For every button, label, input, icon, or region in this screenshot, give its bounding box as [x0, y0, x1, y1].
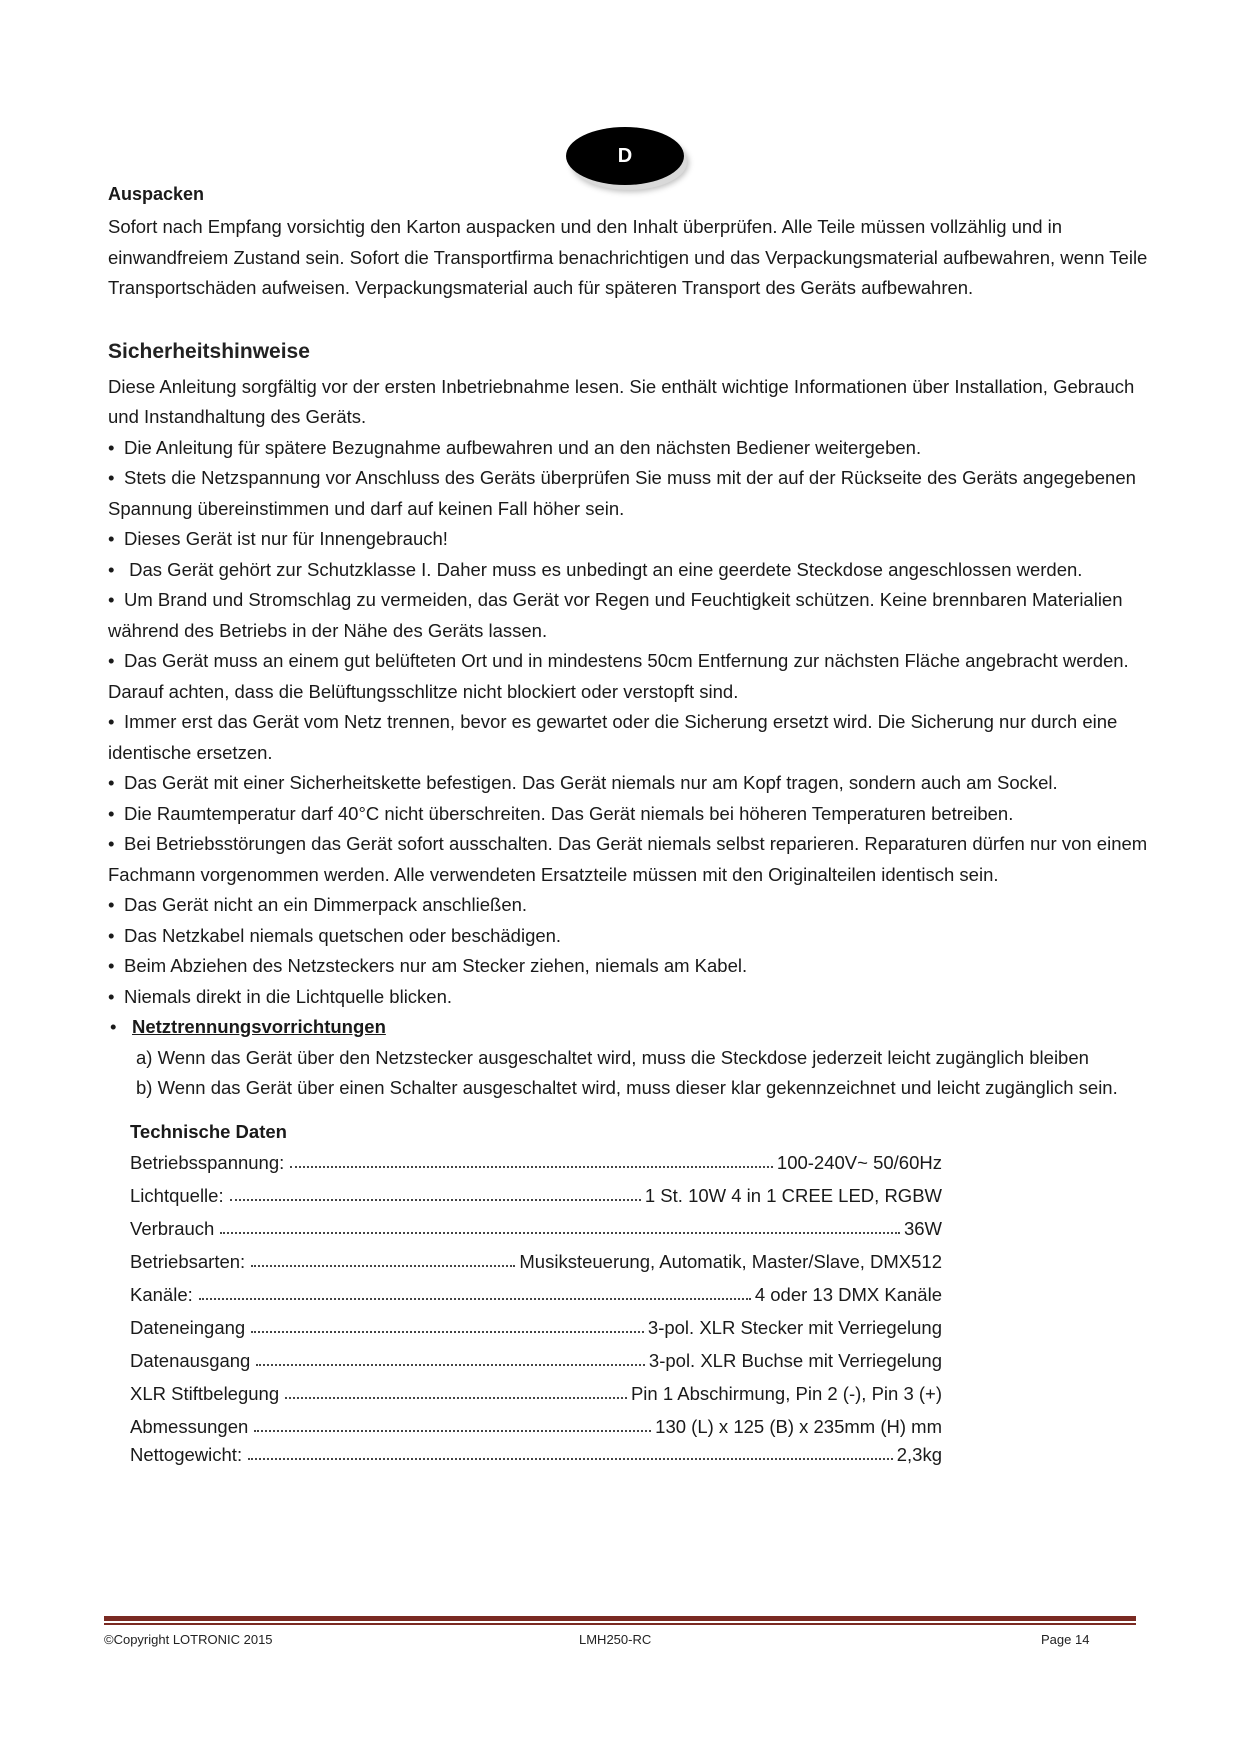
safety-list: [108, 433, 1148, 1043]
unpacking-heading: Auspacken: [108, 184, 205, 204]
footer-copyright: ©Copyright LOTRONIC 2015: [104, 1632, 273, 1647]
safety-intro: Diese Anleitung sorgfältig vor der ersten Inbetriebnahme lesen. Sie enthält wichtige Informationen über Installation, Gebrauch und Instandhaltung des Geräts.: [108, 375, 1135, 427]
unpacking-text: Sofort nach Empfang vorsichtig den Karton auspacken und den Inhalt überprüfen. Alle Teile müssen vollzählig und in einwandfreiem Zustand sein. Sofort die Transportfirma benachrichtigen und das Verpackungsmaterial aufbewahren, wenn Teile Transportschäden aufweisen. Verpackungsmaterial auch für späteren Transport des Geräts aufbewahren.: [108, 216, 1148, 298]
unpacking-section: [108, 182, 1148, 304]
list-item: • Die Raumtemperatur darf 40°C nicht überschreiten. Das Gerät niemals bei höheren Temperaturen betreiben.: [108, 802, 1014, 824]
spec-row: Betriebsarten: Musiksteuerung, Automatik, Master/Slave, DMX512: [130, 1250, 942, 1272]
footer-page: Page 14: [1041, 1632, 1090, 1647]
footer-rule: [104, 1616, 1136, 1621]
spec-row: Kanäle: 4 oder 13 DMX Kanäle: [130, 1283, 942, 1305]
tech-specs: [130, 1118, 942, 1466]
disconnect-item: • Netztrennungsvorrichtungen: [110, 1016, 386, 1037]
safety-heading: Sicherheitshinweise: [108, 339, 310, 363]
spec-row: Nettogewicht: 2,3kg: [130, 1443, 942, 1465]
list-item: • Niemals direkt in die Lichtquelle blicken.: [108, 985, 453, 1007]
footer-rule-thin: [104, 1623, 1136, 1625]
list-item: • Immer erst das Gerät vom Netz trennen, bevor es gewartet oder die Sicherung ersetzt wird. Die Sicherung nur durch eine identische ersetzen.: [108, 711, 1118, 763]
footer-model: LMH250-RC: [579, 1632, 652, 1647]
list-item: • Dieses Gerät ist nur für Innengebrauch!: [108, 528, 448, 549]
list-item: • Um Brand und Stromschlag zu vermeiden, das Gerät vor Regen und Feuchtigkeit schützen. Keine brennbaren Materialien während des Betriebs in der Nähe des Geräts lassen.: [108, 589, 1123, 641]
disconnect-subitems: [108, 1043, 1148, 1104]
list-item: • Bei Betriebsstörungen das Gerät sofort ausschalten. Das Gerät niemals selbst reparieren. Reparaturen dürfen nur von einem Fachmann vorgenommen werden. Alle verwendeten Ersatzteile müssen mit den Originalteilen identisch sein.: [108, 833, 1148, 885]
disconnect-label: Netztrennungsvorrichtungen: [132, 1016, 386, 1037]
tech-title: Technische Daten: [130, 1120, 287, 1142]
list-item: • Beim Abziehen des Netzsteckers nur am Stecker ziehen, niemals am Kabel.: [108, 955, 748, 976]
language-badge-label: D: [617, 144, 633, 167]
spec-row: Datenausgang 3-pol. XLR Buchse mit Verriegelung: [130, 1349, 942, 1371]
spec-row: Dateneingang 3-pol. XLR Stecker mit Verriegelung: [130, 1316, 942, 1338]
disconnect-item-b: b) Wenn das Gerät über einen Schalter ausgeschaltet wird, muss dieser klar gekennzeichnet und leicht zugänglich sein.: [136, 1077, 1118, 1098]
list-item: • Stets die Netzspannung vor Anschluss des Geräts überprüfen Sie muss mit der auf der Rückseite des Geräts angegebenen Spannung übereinstimmen und darf auf keinen Fall höher sein.: [108, 467, 1136, 519]
list-item: • Das Netzkabel niemals quetschen oder beschädigen.: [108, 924, 562, 946]
list-item: • Das Gerät nicht an ein Dimmerpack anschließen.: [108, 894, 528, 915]
language-badge: [566, 127, 684, 185]
document-body: [108, 182, 1148, 1466]
spec-row: Abmessungen 130 (L) x 125 (B) x 235mm (H) mm: [130, 1415, 942, 1437]
spec-row: Betriebsspannung: 100-240V~ 50/60Hz: [130, 1151, 942, 1173]
list-item: • Das Gerät mit einer Sicherheitskette befestigen. Das Gerät niemals nur am Kopf tragen, sondern auch am Sockel.: [108, 772, 1058, 793]
spec-row: Verbrauch 36W: [130, 1217, 942, 1239]
disconnect-item-a: a) Wenn das Gerät über den Netzstecker ausgeschaltet wird, muss die Steckdose jederzeit leicht zugänglich bleiben: [136, 1046, 1089, 1068]
list-item: • Das Gerät muss an einem gut belüfteten Ort und in mindestens 50cm Entfernung zur nächsten Fläche angebracht werden. Darauf achten, dass die Belüftungsschlitze nicht blockiert oder verstopft sind.: [108, 650, 1129, 702]
safety-section: [108, 338, 1148, 1104]
list-item: • Die Anleitung für spätere Bezugnahme aufbewahren und an den nächsten Bediener weitergeben.: [108, 436, 922, 458]
spec-row: Lichtquelle: 1 St. 10W 4 in 1 CREE LED, RGBW: [130, 1184, 942, 1206]
spec-row: XLR Stiftbelegung Pin 1 Abschirmung, Pin 2 (-), Pin 3 (+): [130, 1382, 942, 1404]
list-item: • Das Gerät gehört zur Schutzklasse I. Daher muss es unbedingt an eine geerdete Steckdose angeschlossen werden.: [108, 558, 1083, 580]
